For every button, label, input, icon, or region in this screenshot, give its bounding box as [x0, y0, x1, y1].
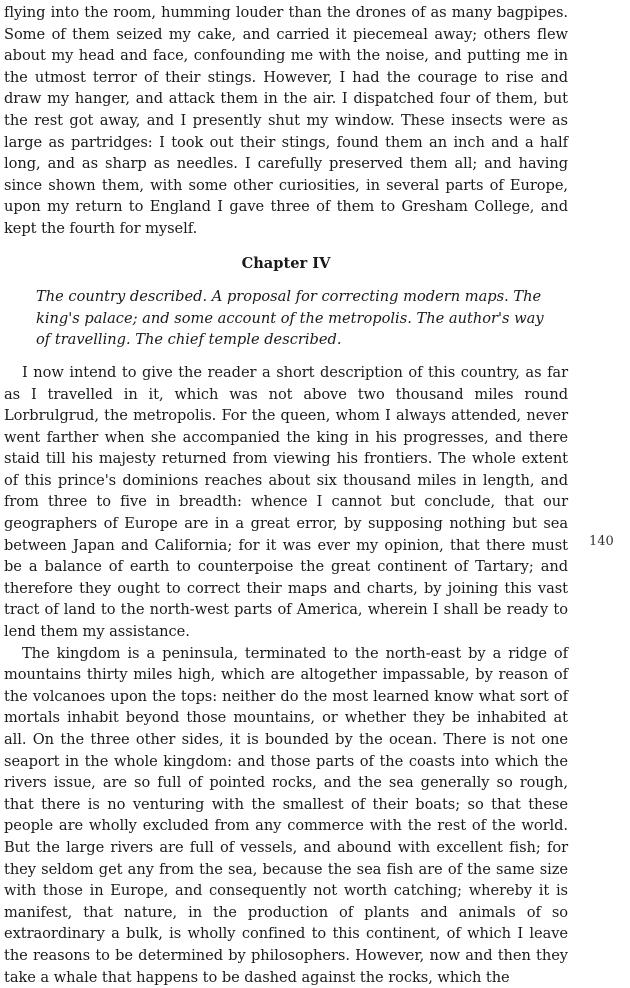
chapter-title: Chapter IV [241, 254, 331, 272]
body-paragraph-2: The kingdom is a peninsula, terminated to the north-east by a ridge of mountains thirty miles high, which are altogether impassable, by reason of the volcanoes upon the tops: neither do the most learned know what sort of mortals inhabit beyond those mountains, or whether they be inhabited at all. On the three other sides, it is bounded by the ocean. There is not one seaport in the whole kingdom: and those parts of the coasts into which the rivers issue, are so full of pointed rocks, and the sea generally so rough, that there is no venturing with the smallest of their boats; so that these people are wholly excluded from any commerce with the rest of the world. But the large rivers are full of vessels, and abound with excellent fish; for they seldom get any from the sea, because the sea fish are of the same size with those in Europe, and consequently not worth catching; whereby it is manifest, that nature, in the production of plants and animals of so extraordinary a bulk, is wholly confined to this continent, of which I leave the reasons to be determined by philosophers. However, now and then they take a whale that happens to be dashed against the rocks, which the [4, 644, 568, 986]
section-spacer [4, 351, 568, 362]
body-paragraph-1: I now intend to give the reader a short description of this country, as far as I travelled in it, which was not above two thousand miles round Lorbrulgrud, the metropolis. For the queen, whom I always attended, never went farther when she accompanied the king in his progresses, and there staid till his majesty returned from viewing his frontiers. The whole extent of this prince's dominions reaches about six thousand miles in length, and from three to five in breadth: whence I cannot but conclude, that our geographers of Europe are in a great error, by supposing nothing but sea between Japan and California; for it was ever my opinion, that there must be a balance of earth to counterpoise the great continent of Tartary; and therefore they ought to correct their maps and charts, by joining this vast tract of land to the north-west parts of America, wherein I shall be ready to lend them my assistance. [4, 363, 568, 641]
page-number: 140 [589, 534, 614, 549]
opening-paragraph: flying into the room, humming louder than the drones of as many bagpipes. Some of them seized my cake, and carried it piecemeal away; others flew about my head and face, confounding me with the noise, and putting me in the utmost terror of their stings. However, I had the courage to rise and draw my hanger, and attack them in the air. I dispatched four of them, but the rest got away, and I presently shut my window. These insects were as large as partridges: I took out their stings, found them an inch and a half long, and as sharp as needles. I carefully preserved them all; and having since shown them, with some other curiosities, in several parts of Europe, upon my return to England I gave three of them to Gresham College, and kept the fourth for myself. [4, 4, 568, 237]
chapter-summary: The country described. A proposal for correcting modern maps. The king's palace; and some account of the metropolis. The author's way of travelling. The chief temple described. [36, 288, 544, 349]
document-page [4, 2, 568, 988]
